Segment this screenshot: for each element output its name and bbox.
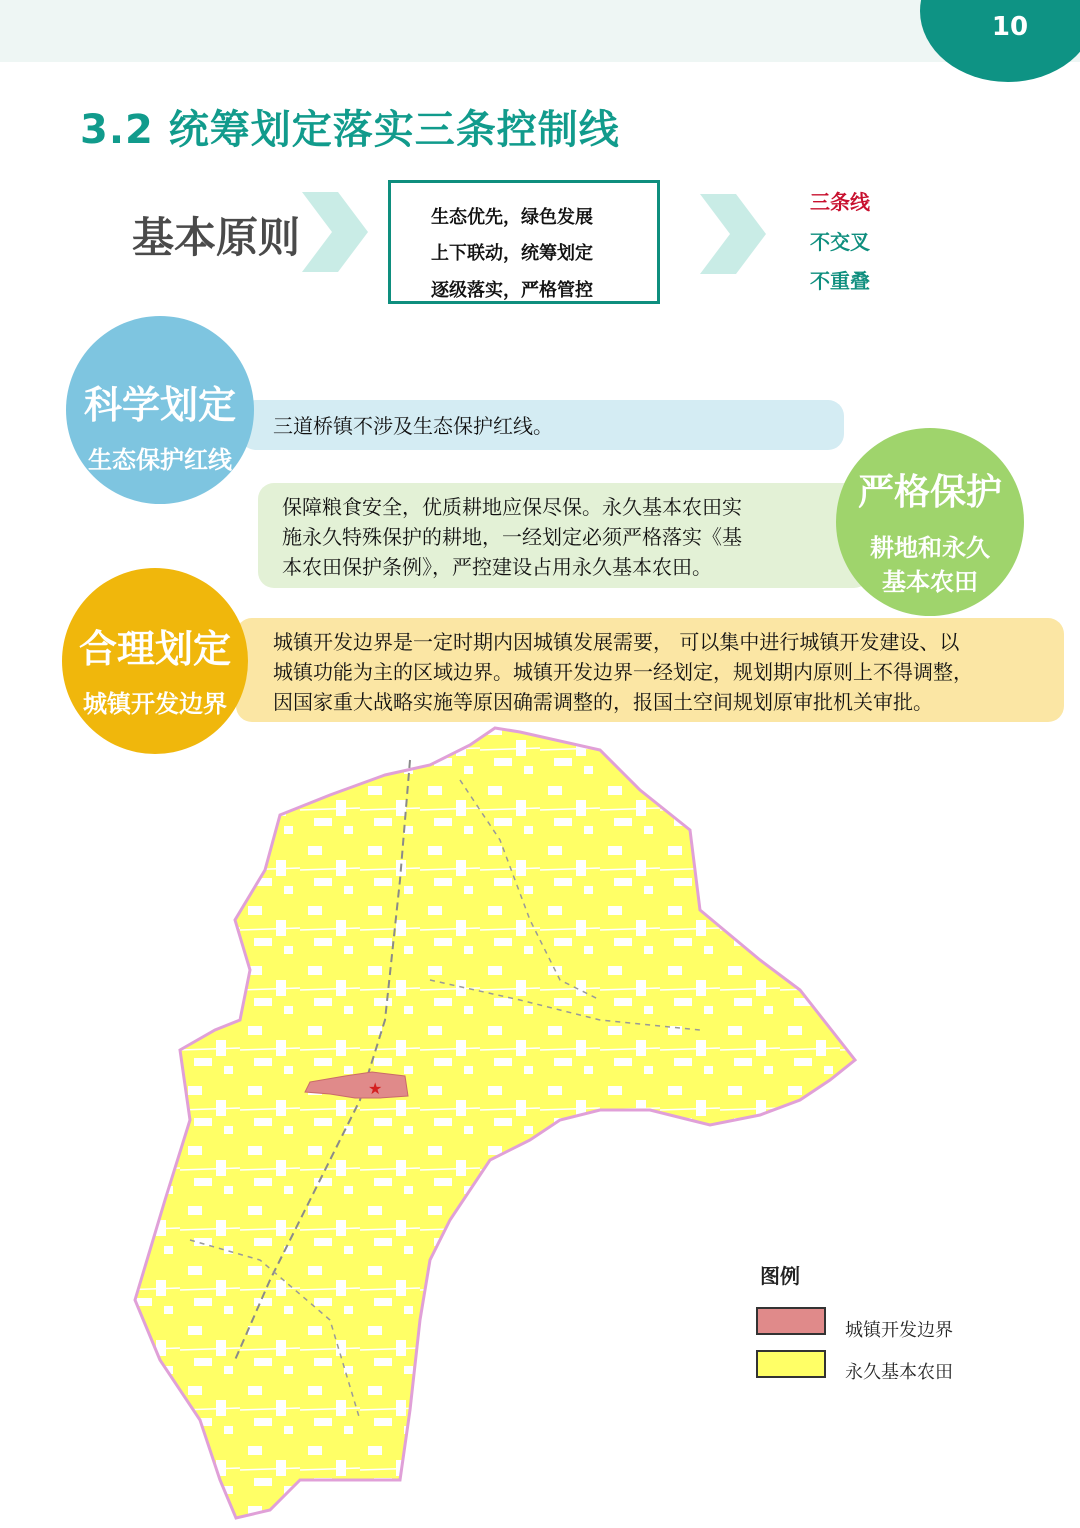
legend-swatch-urban [756,1307,826,1335]
header-band [0,0,1080,62]
farmland-circle [836,428,1024,616]
farmland-text-line: 施永久特殊保护的耕地，一经划定必须严格落实《基 [282,525,742,549]
page-number: 10 [991,12,1029,42]
principle-line: 生态优先，绿色发展 [431,207,593,228]
urban-circle-title: 合理划定 [78,627,231,671]
farmland-circle-subtitle: 基本农田 [882,568,978,596]
principle-line: 逐级落实，严格管控 [431,280,593,301]
principles-label: 基本原则 [132,213,301,262]
principles-box [388,180,660,304]
control-line-note: 三条线 [810,190,870,214]
ecology-circle [66,316,254,504]
legend-label: 永久基本农田 [845,1362,953,1383]
legend-swatch-farmland [756,1350,826,1378]
ecology-text: 三道桥镇不涉及生态保护红线。 [273,414,553,438]
town-center-star-icon: ★ [368,1079,383,1098]
chevron-right-icon [698,192,768,276]
urban-text-line: 城镇功能为主的区域边界。城镇开发边界一经划定，规划期内原则上不得调整， [273,660,973,684]
chevron-right-icon [300,190,370,274]
urban-circle-subtitle: 城镇开发边界 [83,690,227,718]
legend-title: 图例 [760,1264,800,1288]
principle-line: 上下联动，统筹划定 [431,243,593,264]
farmland-circle-title: 严格保护 [857,472,1002,513]
control-line-note: 不交叉 [810,230,870,254]
farmland-text-line: 本农田保护条例》，严控建设占用永久基本农田。 [282,555,712,579]
legend-label: 城镇开发边界 [845,1320,953,1341]
map-boundary [135,728,855,1518]
ecology-circle-title: 科学划定 [83,383,236,427]
farmland-circle-subtitle: 耕地和永久 [870,534,990,562]
section-title: 3.2 统筹划定落实三条控制线 [80,107,620,153]
ecology-circle-subtitle: 生态保护红线 [88,446,232,474]
urban-text-line: 城镇开发边界是一定时期内因城镇发展需要， 可以集中进行城镇开发建设、以 [273,630,960,654]
township-map [0,720,1080,1528]
urban-text-line: 因国家重大战略实施等原因确需调整的，报国土空间规划原审批机关审批。 [273,690,933,714]
farmland-text-line: 保障粮食安全，优质耕地应保尽保。永久基本农田实 [282,495,742,519]
control-line-note: 不重叠 [810,269,870,293]
